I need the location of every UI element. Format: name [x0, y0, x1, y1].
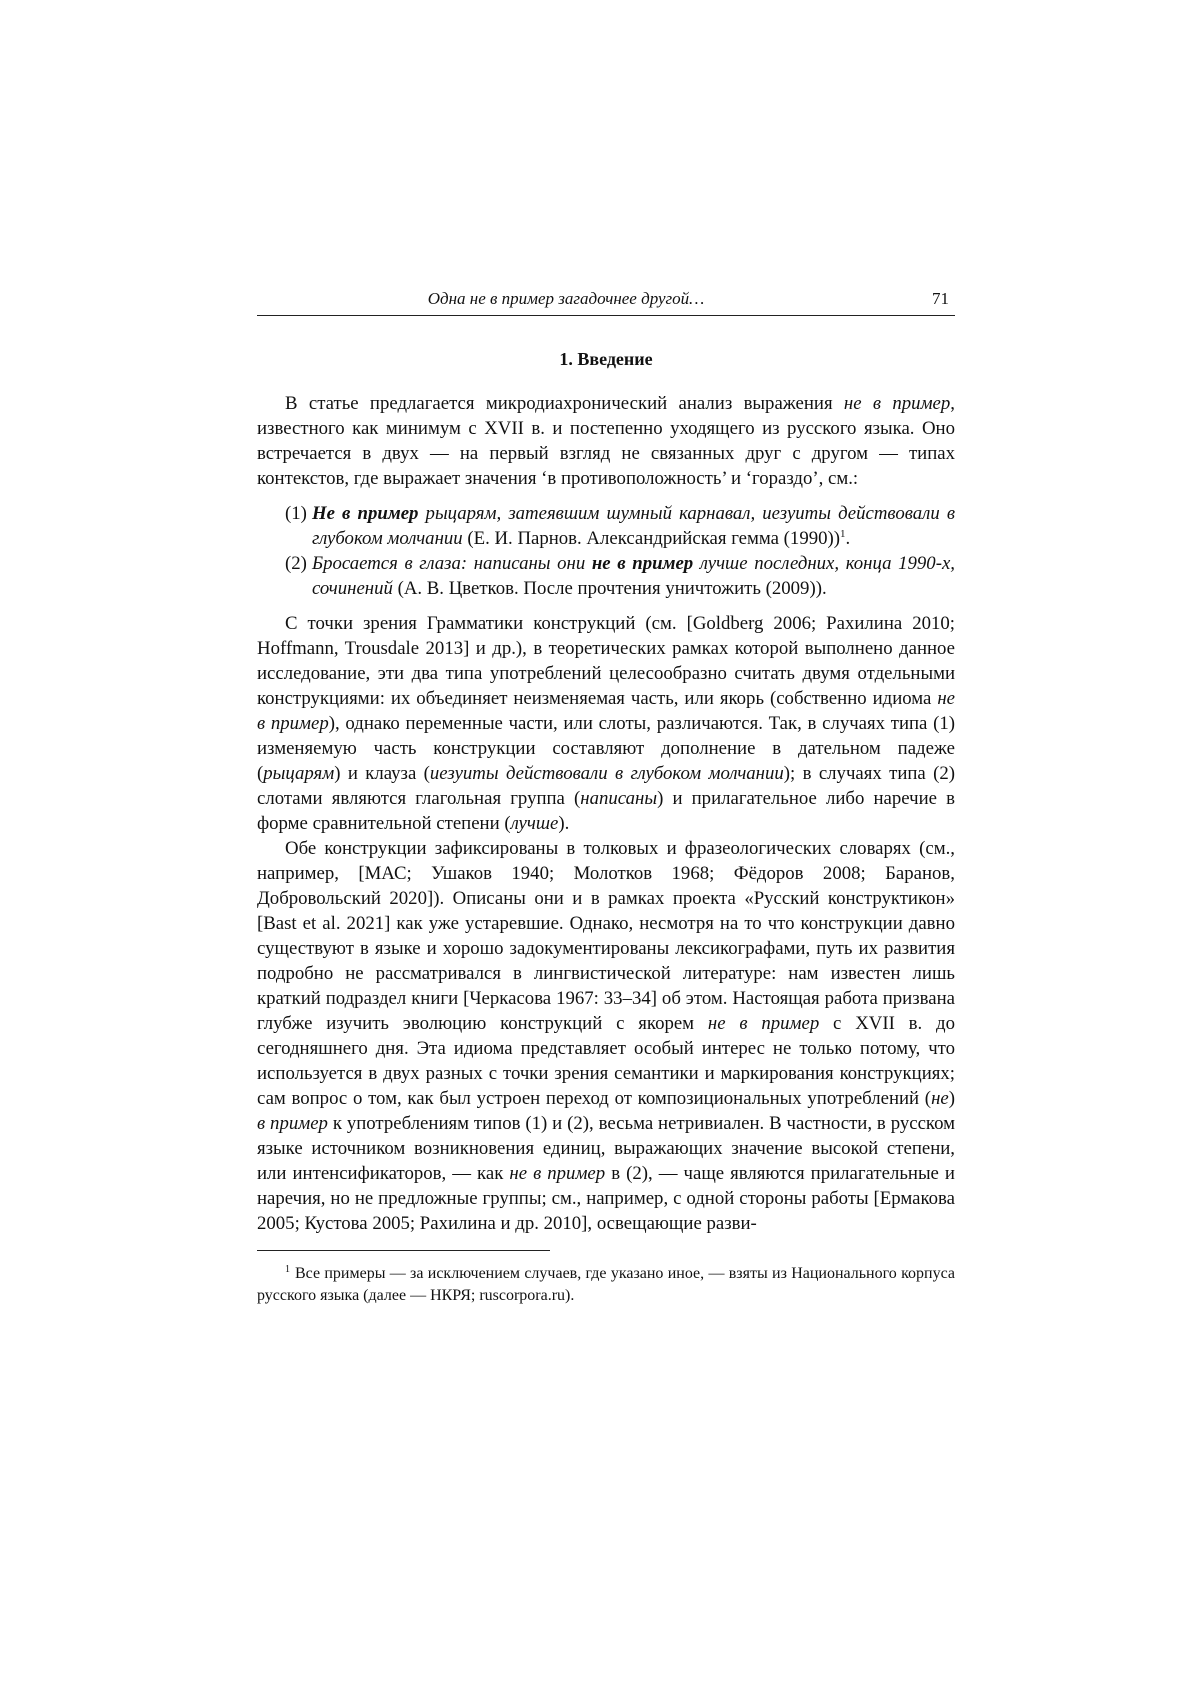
- examples-list: [257, 501, 955, 601]
- paragraph-2: [257, 611, 955, 836]
- intro-text-1: В статье предлагается микродиахронический анализ выражения: [285, 392, 844, 414]
- section-title: 1. Введение: [559, 349, 653, 369]
- example-2-source: (А. В. Цветков. После прочтения уничтожить (2009)).: [392, 577, 827, 599]
- p2-text-1: С точки зрения Грамматики конструкций (см. [Goldberg 2006; Рахилина 2010; Hoffmann, Trousdale 2013] и др.), в теоретических рамках которой выполнено данное исследование, эти два типа употреблений целесообразно считать двумя отдельными конструкциями: их объединяет неизменяемая часть, или якорь (собственно идиома: [257, 612, 955, 709]
- p2-text-2: ), однако переменные части, или слоты, различаются. Так, в случаях типа (1) изменяемую часть конструкции составляют дополнение в дательном падеже (: [257, 712, 956, 784]
- example-1-number: (1): [285, 502, 307, 524]
- footnote-1: [257, 1263, 955, 1307]
- p3-italic-4: не в пример: [509, 1162, 606, 1184]
- p2-text-6: ).: [558, 812, 570, 834]
- example-2-number: (2): [285, 552, 307, 574]
- p2-italic-4: написаны: [580, 787, 658, 809]
- example-2-text-1: Бросается в глаза: написаны они: [312, 552, 592, 574]
- example-1-source: (Е. И. Парнов. Александрийская гемма (1990)): [462, 527, 840, 549]
- p2-italic-1: не в пример: [257, 687, 955, 734]
- footnote-ref-1[interactable]: 1: [840, 527, 846, 540]
- intro-text-2: , известного как минимум с XVII в. и постепенно уходящего из русского языка. Оно встречается в двух — на первый взгляд не связанных друг с другом — типах контекстов, где выражает значения ‘в противоположность’ и ‘гораздо’, см.:: [257, 392, 955, 489]
- example-2-idiom: не в пример: [591, 552, 694, 574]
- intro-paragraph: [257, 391, 955, 491]
- p3-italic-3: в пример: [257, 1112, 328, 1134]
- footnote-text: Все примеры — за исключением случаев, где указано иное, — взяты из Национального корпуса русского языка (далее — НКРЯ; ruscorpora.ru).: [257, 1264, 955, 1304]
- example-2-text-2: лучше последних, конца 1990-х, сочинений: [312, 552, 955, 599]
- p2-text-4: ); в случаях типа (2) слотами являются глагольная группа (: [257, 762, 956, 809]
- page-number: 71: [932, 289, 949, 308]
- running-title: Одна не в пример загадочнее другой…: [427, 289, 705, 308]
- paragraph-3: [257, 836, 955, 1236]
- page: [257, 285, 955, 1307]
- p3-italic-2: не: [931, 1087, 949, 1109]
- example-1-end: .: [845, 527, 851, 549]
- p2-text-5: ) и прилагательное либо наречие в форме сравнительной степени (: [257, 787, 955, 834]
- p3-text-2: с XVII в. до сегодняшнего дня. Эта идиома представляет особый интерес не только потому, что используется в двух разных с точки зрения семантики и маркирования конструкциях; сам вопрос о том, как был устроен переход от композициональных употреблений (: [257, 1012, 955, 1109]
- p3-text-4: к употреблениям типов (1) и (2), весьма нетривиален. В частности, в русском языке источником возникновения единиц, выражающих значение высокой степени, или интенсификаторов, — как: [257, 1112, 955, 1184]
- p3-text-3: ): [948, 1087, 955, 1109]
- footnote-mark: 1: [285, 1263, 290, 1275]
- footnote-divider: [257, 1250, 550, 1251]
- p2-italic-3: иезуиты действовали в глубоком молчании: [429, 762, 784, 784]
- example-1-idiom: Не в пример: [312, 502, 419, 524]
- p3-text-5: в (2), — чаще являются прилагательные и наречия, но не предложные группы; см., например, с одной стороны работы [Ермакова 2005; Кустова 2005; Рахилина и др. 2010], освещающие разви-: [257, 1162, 955, 1234]
- example-1-text: рыцарям, затеявшим шумный карнавал, иезуиты действовали в глубоком молчании: [312, 502, 955, 549]
- p3-text-1: Обе конструкции зафиксированы в толковых и фразеологических словарях (см., например, [МАС; Ушаков 1940; Молотков 1968; Фёдоров 2008; Баранов, Добровольский 2020]). Описаны они и в рамках проекта «Русский конструктикон» [Bast et al. 2021] как уже устаревшие. Однако, несмотря на то что конструкции давно существуют в языке и хорошо задокументированы лексикографами, путь их развития подробно не рассматривался в лингвистической литературе: нам известен лишь краткий подраздел книги [Черкасова 1967: 33–34] об этом. Настоящая работа призвана глубже изучить эволюцию конструкций с якорем: [257, 837, 955, 1034]
- intro-idiom: не в пример: [843, 392, 951, 414]
- p2-italic-5: лучше: [510, 812, 559, 834]
- p3-italic-1: не в пример: [707, 1012, 820, 1034]
- running-head: [257, 285, 955, 316]
- example-1: [257, 501, 955, 551]
- p2-italic-2: рыцарям: [263, 762, 335, 784]
- example-2: [257, 551, 955, 601]
- p2-text-3: ) и клауза (: [334, 762, 430, 784]
